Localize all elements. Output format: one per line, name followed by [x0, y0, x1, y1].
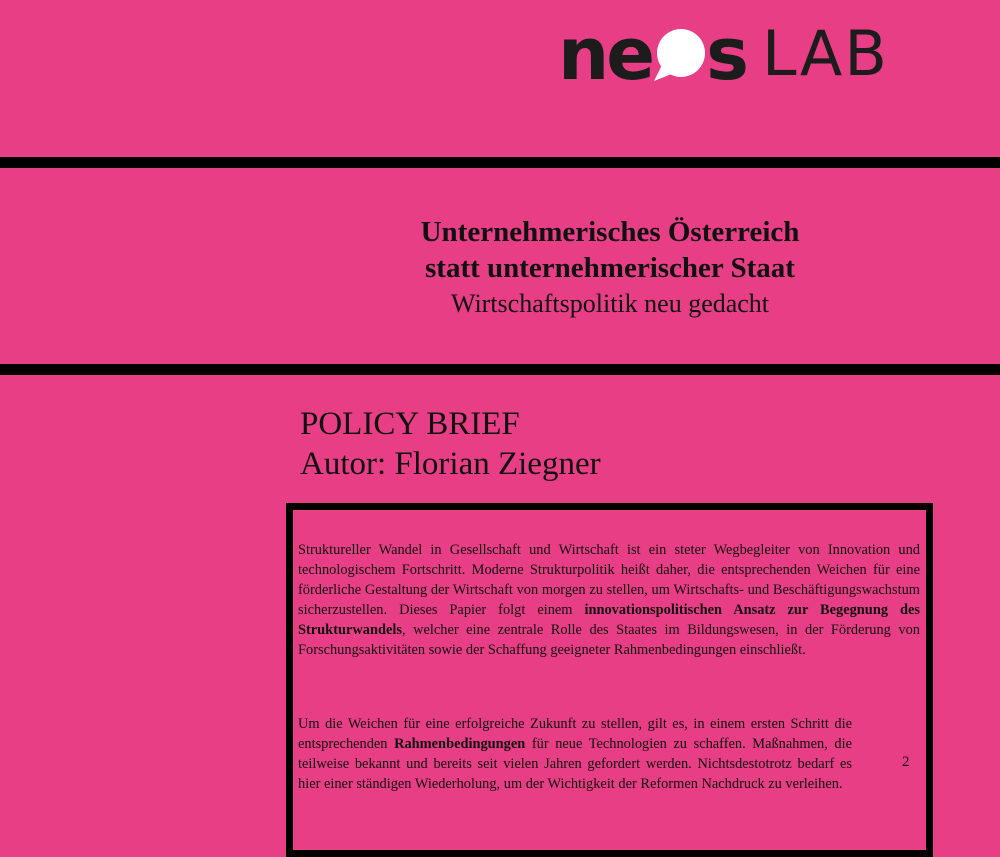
title-line-1: Unternehmerisches Österreich: [420, 216, 800, 248]
author-line: Autor: Florian Ziegner: [300, 446, 601, 482]
summary-paragraph-2: [298, 714, 852, 794]
top-divider: [0, 157, 1000, 168]
summary-p2-text-a: Um die Weichen für eine erfolgreiche Zukunft zu stellen, gilt es, in einem ersten Schritt die entsprechenden: [298, 716, 852, 752]
summary-p2-bold: Rahmenbedingungen: [394, 736, 526, 752]
summary-p1-bold: innovationspolitischen Ansatz zur Begegnung des Strukturwandels: [298, 602, 920, 638]
page-number: 2: [902, 754, 910, 770]
logo-wordmark-ne: ne: [558, 12, 653, 96]
subtitle: Wirtschaftspolitik neu gedacht: [450, 289, 770, 318]
policy-brief-header: [300, 404, 601, 484]
summary-p1-text-a: Struktureller Wandel in Gesellschaft und Wirtschaft ist ein steter Wegbegleiter von Innovation und technologischem Fortschritt. Moderne Strukturpolitik heißt daher, die entsprechenden Weichen für eine förderliche Gestaltung der Wirtschaft von morgen zu stellen, um Wirtschafts- und Beschäftigungswachstum sicherzustellen. Dieses Papier folgt einem: [298, 542, 920, 618]
logo-lab: LAB: [761, 17, 889, 90]
title-block: [390, 214, 830, 322]
logo-wordmark-s: s: [706, 12, 746, 96]
middle-divider: [0, 364, 1000, 375]
title-line-2: statt unternehmerischer Staat: [425, 252, 795, 284]
summary-p2-text-b: für neue Technologien zu schaffen. Maßnahmen, die teilweise bekannt und bereits seit vielen Jahren gefordert werden. Nichtsdestotrotz bedarf es hier einer ständigen Wiederholung, um der Wichtigkeit der Reformen Nachdruck zu verleihen.: [298, 736, 852, 792]
speech-bubble-icon: [650, 23, 708, 85]
policy-brief-label: POLICY BRIEF: [300, 406, 520, 442]
summary-p1-text-b: , welcher eine zentrale Rolle des Staates im Bildungswesen, in der Förderung von Forschungsaktivitäten sowie der Schaffung geeigneter Rahmenbedingungen einschließt.: [298, 622, 920, 658]
summary-paragraph-1: [298, 540, 920, 660]
neos-lab-logo: [558, 14, 889, 94]
